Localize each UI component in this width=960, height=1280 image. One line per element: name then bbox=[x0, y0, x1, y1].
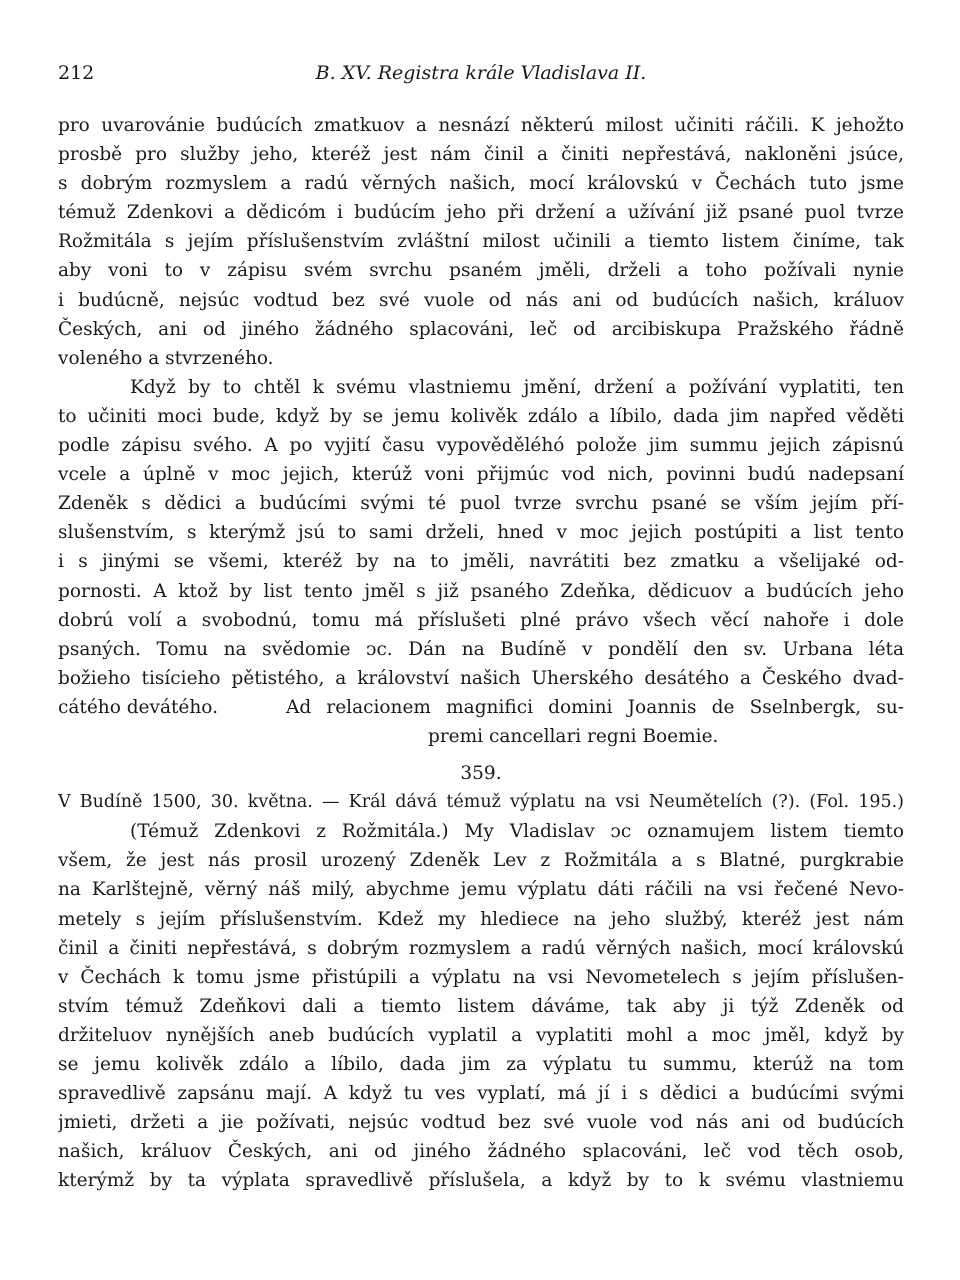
text-line: Zdeněk s dědici a budúcími svými té puol tvrze svrchu psané se vším jejím pří- bbox=[58, 493, 904, 515]
signature-line: premi cancellari regni Boemie. bbox=[428, 725, 719, 747]
text-line: pornosti. A ktož by list tento jměl s již psaného Zdeňka, dědicuov a budúcích jeho bbox=[58, 580, 904, 602]
text-line: v Čechách k tomu jsme přistúpili a výplatu na vsi Nevometelech s jejím příslušen- bbox=[58, 966, 904, 988]
text-line: spravedlivě zapsánu mají. A když tu ves vyplatí, má jí i s dědici a budúcími svými bbox=[58, 1083, 904, 1105]
text-line: voleného a stvrzeného. bbox=[58, 347, 274, 369]
text-line: témuž Zdenkovi a dědicóm i budúcím jeho při držení a užívání již psané puol tvrze bbox=[58, 202, 904, 224]
text-line: božieho tisícieho pětistého, a království našich Uherského desátého a Českého dvad- bbox=[58, 667, 904, 689]
text-line: kterýmž by ta výplata spravedlivě příslušela, a když by to k svému vlastniemu bbox=[58, 1170, 904, 1192]
text-line: cátého devátého. bbox=[58, 696, 218, 718]
text-line: i budúcně, nejsúc vodtud bez své vuole od nás ani od budúcích našich, králuov bbox=[58, 289, 904, 311]
text-line: vcele a úplně v moc jejich, kterúž voni přijmúc vod nich, povinni budú nadepsaní bbox=[58, 464, 904, 486]
text-line: metely s jejím příslušenstvím. Kdež my hlediece na jeho službý, kteréž jest nám bbox=[58, 908, 904, 930]
text-line: na Karlštejně, věrný náš milý, abychme jemu výplatu dáti ráčili na vsi řečené Nevo- bbox=[58, 879, 904, 901]
text-line: držiteluov nynějších aneb budúcích vyplatil a vyplatiti mohl a moc jměl, když by bbox=[58, 1024, 904, 1046]
signature-line: Ad relacionem magnifici domini Joannis de Sselnbergk, su- bbox=[286, 696, 904, 718]
text-line: našich, králuov Českých, ani od jiného žádného splacováni, leč vod těch osob, bbox=[58, 1141, 904, 1163]
text-line: Českých, ani od jiného žádného splacováni, leč od arcibiskupa Pražského řádně bbox=[58, 318, 904, 340]
text-line: se jemu kolivěk zdálo a líbilo, dada jim za výplatu tu summu, kterúž na tom bbox=[58, 1054, 904, 1075]
text-line: i s jinými se všemi, kteréž by na to jměli, navrátiti bez zmatku a všelijaké od- bbox=[58, 551, 904, 573]
text-line: slušenstvím, s kterýmž jsú to sami drželi, hned v moc jejich postúpiti a list tento bbox=[58, 522, 904, 544]
text-line: činil a činiti nepřestává, s dobrým rozmyslem a radú věrných našich, mocí královskú bbox=[58, 937, 904, 959]
text-line: podle zápisu svého. A po vyjití času vypověděléhó polože jim summu jejich zápisnú bbox=[58, 435, 904, 457]
text-line: prosbě pro služby jeho, kteréž jest nám činil a činiti nepřestává, nakloněni jsúce, bbox=[58, 144, 904, 166]
text-line: jmieti, držeti a jie požívati, nejsúc vodtud bez své vuole vod nás ani od budúcích bbox=[58, 1112, 904, 1134]
document-number: 359. bbox=[460, 763, 502, 785]
text-line: (Témuž Zdenkovi z Rožmitála.) My Vladislav ᴐc oznamujem listem tiemto bbox=[130, 821, 904, 843]
text-line: Když by to chtěl k svému vlastniemu jmění, držení a požívání vyplatiti, ten bbox=[130, 376, 904, 398]
text-line: stvím témuž Zdeňkovi dali a tiemto listem dáváme, tak aby ji týž Zdeněk od bbox=[58, 995, 904, 1017]
text-body bbox=[58, 111, 904, 1195]
text-line: to učiniti moci bude, když by se jemu kolivěk zdálo a líbilo, dada jim napřed věděti bbox=[58, 405, 904, 427]
regest-line: V Budíně 1500, 30. května. — Král dává témuž výplatu na vsi Neumětelích (?). (Fol. 195.) bbox=[58, 792, 904, 813]
text-line: všem, že jest nás prosil urozený Zdeněk Lev z Rožmitála a s Blatné, purgkrabie bbox=[58, 850, 904, 872]
running-title: B. XV. Registra krále Vladislava II. bbox=[315, 62, 647, 84]
page-number: 212 bbox=[58, 62, 95, 84]
page-header bbox=[58, 62, 904, 92]
text-line: Rožmitála s jejím příslušenstvím zvláštní milost učinili a tiemto listem činíme, tak bbox=[58, 231, 904, 253]
text-line: dobrú volí a svobodnú, tomu má příslušeti plné právo všech věcí nahoře i dole bbox=[58, 609, 904, 631]
text-line: s dobrým rozmyslem a radú věrných našich, mocí královskú v Čechách tuto jsme bbox=[58, 173, 904, 195]
text-line: pro uvarovánie budúcích zmatkuov a nesnází některú milost učiniti ráčili. K jehožto bbox=[58, 115, 904, 136]
text-line: aby voni to v zápisu svém svrchu psaném jměli, drželi a toho požívali nynie bbox=[58, 260, 904, 282]
text-line: psaných. Tomu na svědomie ᴐc. Dán na Budíně v pondělí den sv. Urbana léta bbox=[58, 638, 904, 660]
